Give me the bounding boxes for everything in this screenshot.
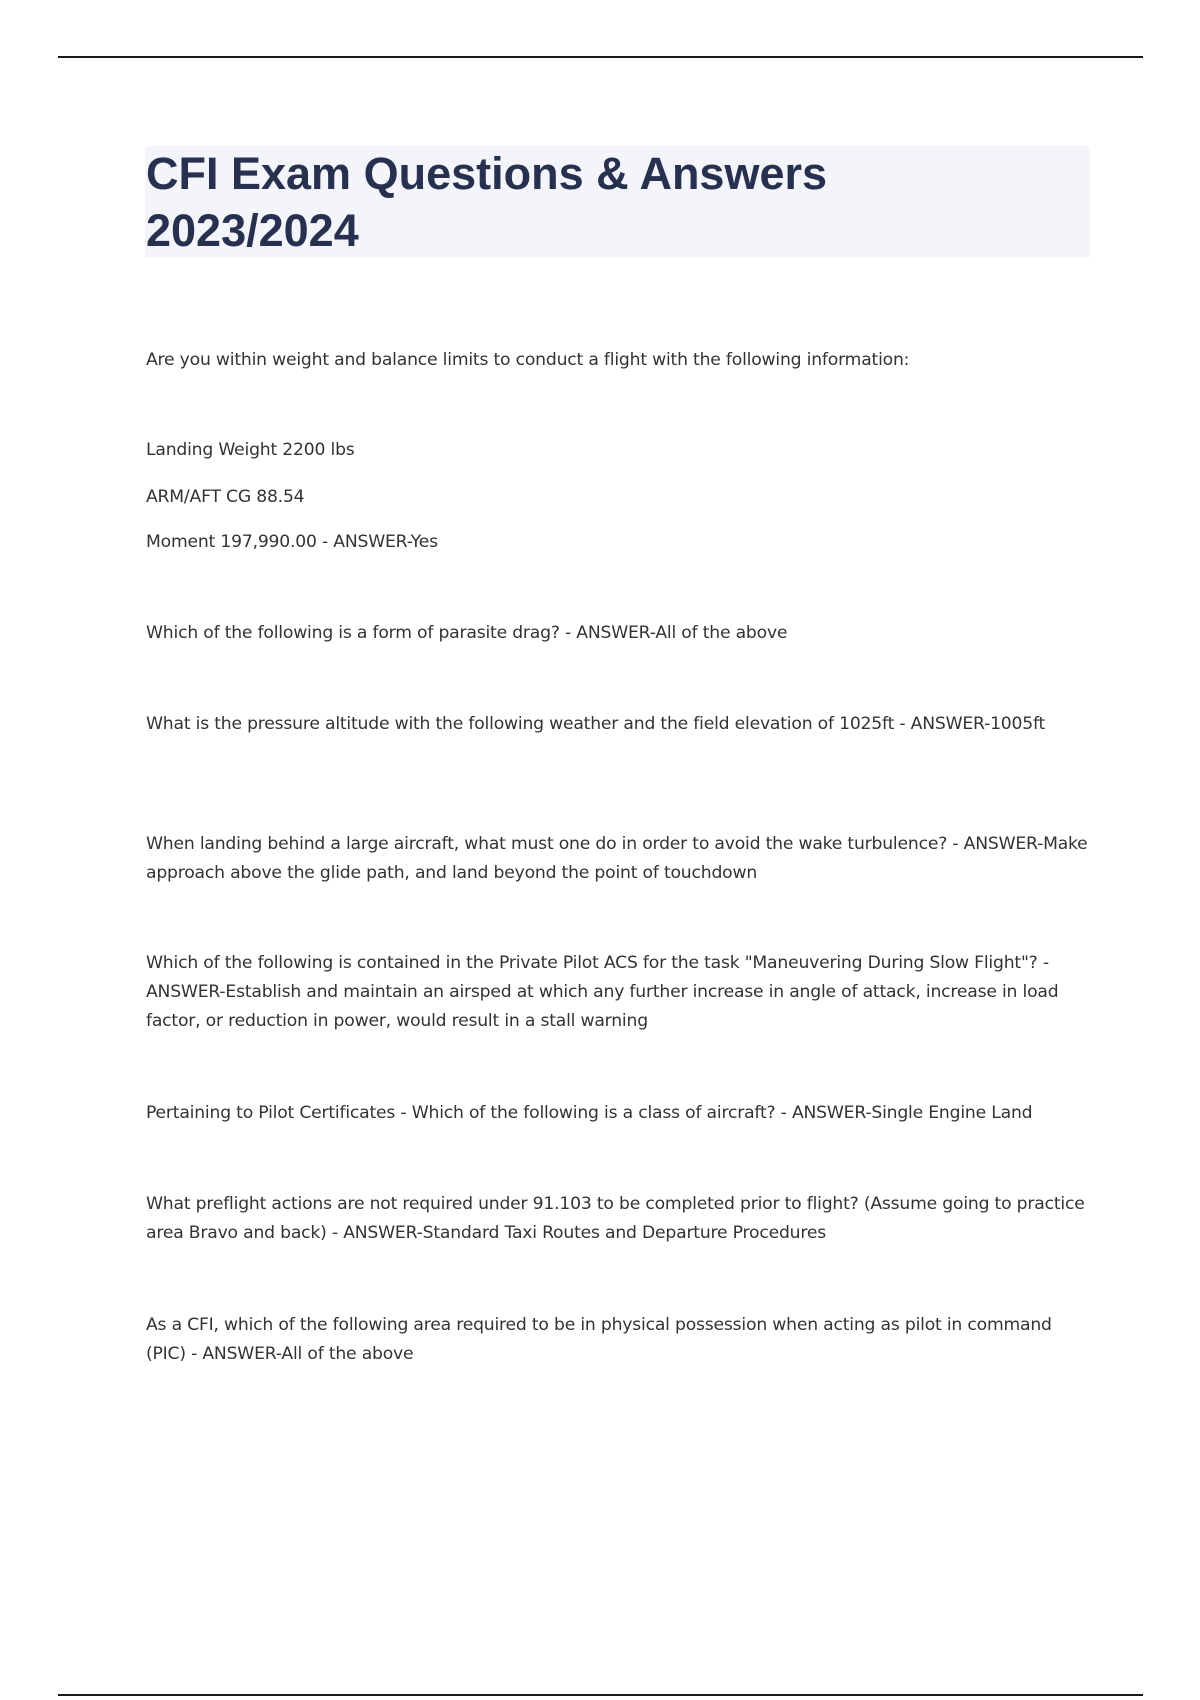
top-divider bbox=[58, 56, 1143, 58]
question-weight-balance: Are you within weight and balance limits to conduct a flight with the following information: bbox=[146, 350, 910, 370]
question-aircraft-class: Pertaining to Pilot Certificates - Which of the following is a class of aircraft? - ANSWER-Single Engine Land bbox=[146, 1103, 1033, 1123]
document-title bbox=[146, 145, 1086, 259]
question-wake-turbulence: When landing behind a large aircraft, what must one do in order to avoid the wake turbulence? - ANSWER-Make approach above the glide path, and land beyond the point of touchdown bbox=[146, 834, 1088, 883]
detail-moment-answer: Moment 197,990.00 - ANSWER-Yes bbox=[146, 532, 438, 552]
title-line-2: 2023/2024 bbox=[146, 205, 359, 256]
title-line-1: CFI Exam Questions & Answers bbox=[146, 148, 828, 199]
question-slow-flight: Which of the following is contained in the Private Pilot ACS for the task "Maneuvering During Slow Flight"? - ANSWER-Establish and maintain an airsped at which any further increase in angle of attack, increase in load factor, or reduction in power, would result in a stall warning bbox=[146, 953, 1059, 1031]
detail-landing-weight: Landing Weight 2200 lbs bbox=[146, 440, 355, 460]
question-parasite-drag: Which of the following is a form of parasite drag? - ANSWER-All of the above bbox=[146, 623, 788, 643]
question-physical-possession: As a CFI, which of the following area required to be in physical possession when acting as pilot in command (PIC) - ANSWER-All of the above bbox=[146, 1315, 1052, 1364]
detail-arm-aft-cg: ARM/AFT CG 88.54 bbox=[146, 487, 305, 507]
question-preflight-actions: What preflight actions are not required under 91.103 to be completed prior to flight? (Assume going to practice area Bravo and back) - ANSWER-Standard Taxi Routes and Departure Procedures bbox=[146, 1194, 1085, 1243]
bottom-divider bbox=[58, 1694, 1143, 1696]
question-pressure-altitude: What is the pressure altitude with the following weather and the field elevation of 1025ft - ANSWER-1005ft bbox=[146, 714, 1046, 734]
